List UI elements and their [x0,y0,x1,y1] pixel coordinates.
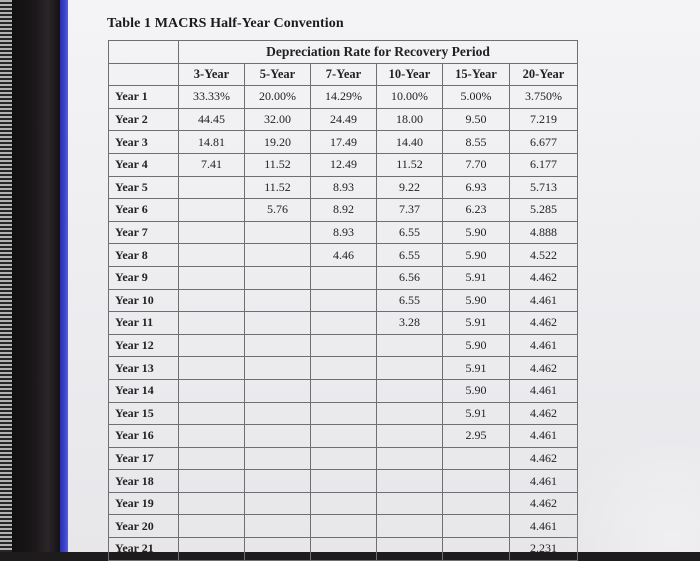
row-label: Year 8 [109,244,179,267]
rate-cell: 6.177 [510,153,578,176]
rate-cell [377,492,443,515]
rate-cell: 2.231 [510,538,578,561]
header-corner-cell [109,41,179,64]
row-label: Year 4 [109,153,179,176]
rate-cell: 4.462 [510,357,578,380]
table-row [109,289,578,312]
row-label: Year 2 [109,108,179,131]
rate-cell [245,244,311,267]
rate-cell: 20.00% [245,86,311,109]
rate-cell: 12.49 [311,153,377,176]
rate-cell: 5.91 [443,402,510,425]
rate-cell [377,402,443,425]
table-row [109,425,578,448]
rate-cell: 5.00% [443,86,510,109]
table-row [109,244,578,267]
rate-cell: 10.00% [377,86,443,109]
rate-cell [311,538,377,561]
rate-cell [245,379,311,402]
table-row [109,538,578,561]
rate-cell: 3.28 [377,312,443,335]
rate-cell [311,425,377,448]
rate-cell [179,176,245,199]
rate-cell: 5.91 [443,266,510,289]
rate-cell: 5.285 [510,199,578,222]
column-header-row [109,63,578,86]
rate-cell: 4.462 [510,266,578,289]
row-label: Year 15 [109,402,179,425]
super-header-row [109,41,578,64]
rate-cell [245,357,311,380]
table-row [109,86,578,109]
rate-cell: 7.70 [443,153,510,176]
rate-cell: 8.93 [311,176,377,199]
rate-cell: 14.40 [377,131,443,154]
rate-cell: 17.49 [311,131,377,154]
rate-cell: 7.41 [179,153,245,176]
row-label: Year 12 [109,334,179,357]
rate-cell: 9.22 [377,176,443,199]
rate-cell: 8.55 [443,131,510,154]
table-row [109,221,578,244]
rate-cell [443,470,510,493]
rate-cell [443,492,510,515]
rate-cell [245,334,311,357]
row-header-blank-cell [109,63,179,86]
rate-cell: 6.56 [377,266,443,289]
rate-cell: 5.90 [443,244,510,267]
rate-cell: 5.91 [443,312,510,335]
row-label: Year 5 [109,176,179,199]
table-row [109,379,578,402]
rate-cell: 18.00 [377,108,443,131]
column-header-7-year: 7-Year [311,63,377,86]
rate-cell [179,221,245,244]
table-row [109,153,578,176]
rate-cell [377,470,443,493]
rate-cell: 6.55 [377,289,443,312]
row-label: Year 11 [109,312,179,335]
table-row [109,357,578,380]
row-label: Year 13 [109,357,179,380]
rate-cell: 5.76 [245,199,311,222]
table-row [109,334,578,357]
table-row [109,492,578,515]
rate-cell: 4.461 [510,379,578,402]
rate-cell: 19.20 [245,131,311,154]
column-header-20-year: 20-Year [510,63,578,86]
table-row [109,131,578,154]
rate-cell [179,312,245,335]
rate-cell: 11.52 [245,176,311,199]
row-label: Year 21 [109,538,179,561]
rate-cell: 4.462 [510,312,578,335]
rate-cell [377,515,443,538]
rate-cell: 33.33% [179,86,245,109]
rate-cell: 4.888 [510,221,578,244]
rate-cell [245,492,311,515]
rate-cell [377,538,443,561]
rate-cell [179,515,245,538]
row-label: Year 18 [109,470,179,493]
rate-cell [311,447,377,470]
rate-cell: 5.90 [443,221,510,244]
document-title: Table 1 MACRS Half-Year Convention [107,16,344,31]
table-row [109,108,578,131]
row-label: Year 1 [109,86,179,109]
rate-cell: 6.55 [377,221,443,244]
rate-cell [179,266,245,289]
rate-cell [311,492,377,515]
rate-cell: 14.29% [311,86,377,109]
rate-cell: 4.461 [510,334,578,357]
rate-cell: 6.23 [443,199,510,222]
rate-cell: 4.461 [510,470,578,493]
rate-cell: 5.90 [443,334,510,357]
super-header: Depreciation Rate for Recovery Period [179,41,578,64]
rate-cell: 2.95 [443,425,510,448]
rate-cell [311,515,377,538]
rate-cell [245,515,311,538]
rate-cell [179,470,245,493]
rate-cell [311,266,377,289]
rate-cell [179,244,245,267]
rate-cell: 4.461 [510,515,578,538]
row-label: Year 3 [109,131,179,154]
row-label: Year 10 [109,289,179,312]
table-row [109,447,578,470]
rate-cell [311,289,377,312]
rate-cell [245,221,311,244]
rate-cell [245,312,311,335]
rate-cell [377,447,443,470]
rate-cell [377,334,443,357]
rate-cell [179,425,245,448]
column-header-10-year: 10-Year [377,63,443,86]
rate-cell [377,425,443,448]
rate-cell [311,379,377,402]
rate-cell: 5.713 [510,176,578,199]
rate-cell [311,312,377,335]
rate-cell: 6.93 [443,176,510,199]
rate-cell: 32.00 [245,108,311,131]
rate-cell [377,379,443,402]
rate-cell: 8.93 [311,221,377,244]
rate-cell: 6.55 [377,244,443,267]
rate-cell [179,289,245,312]
rate-cell: 8.92 [311,199,377,222]
table-body [109,86,578,560]
rate-cell [311,357,377,380]
table-row [109,199,578,222]
rate-cell [179,402,245,425]
row-label: Year 7 [109,221,179,244]
rate-cell: 5.90 [443,379,510,402]
rate-cell [179,357,245,380]
rate-cell [245,266,311,289]
rate-cell: 4.522 [510,244,578,267]
rate-cell: 44.45 [179,108,245,131]
rate-cell [443,538,510,561]
rate-cell: 6.677 [510,131,578,154]
rate-cell: 14.81 [179,131,245,154]
rate-cell [179,334,245,357]
rate-cell [443,447,510,470]
row-label: Year 19 [109,492,179,515]
row-label: Year 20 [109,515,179,538]
row-label: Year 6 [109,199,179,222]
column-header-3-year: 3-Year [179,63,245,86]
rate-cell [179,199,245,222]
rate-cell: 11.52 [377,153,443,176]
table-row [109,312,578,335]
column-header-5-year: 5-Year [245,63,311,86]
rate-cell: 3.750% [510,86,578,109]
rate-cell: 7.219 [510,108,578,131]
rate-cell: 4.462 [510,492,578,515]
macrs-table [108,40,578,561]
rate-cell [245,538,311,561]
column-header-15-year: 15-Year [443,63,510,86]
bezel-edge [0,0,12,552]
rate-cell [245,447,311,470]
rate-cell: 5.91 [443,357,510,380]
row-label: Year 16 [109,425,179,448]
row-label: Year 9 [109,266,179,289]
rate-cell [179,538,245,561]
rate-cell [311,402,377,425]
rate-cell: 4.462 [510,447,578,470]
rate-cell: 11.52 [245,153,311,176]
rate-cell [377,357,443,380]
row-label: Year 14 [109,379,179,402]
table-row [109,402,578,425]
rate-cell: 4.461 [510,289,578,312]
table-row [109,515,578,538]
table-row [109,176,578,199]
rate-cell: 5.90 [443,289,510,312]
rate-cell: 4.462 [510,402,578,425]
table-row [109,470,578,493]
table-row [109,266,578,289]
rate-cell: 4.461 [510,425,578,448]
rate-cell [443,515,510,538]
rate-cell: 4.46 [311,244,377,267]
rate-cell: 7.37 [377,199,443,222]
rate-cell [245,425,311,448]
row-label: Year 17 [109,447,179,470]
rate-cell [311,470,377,493]
rate-cell: 24.49 [311,108,377,131]
rate-cell [179,379,245,402]
rate-cell [245,470,311,493]
rate-cell [245,289,311,312]
rate-cell [311,334,377,357]
rate-cell [245,402,311,425]
screen-edge-strip [60,0,68,552]
rate-cell: 9.50 [443,108,510,131]
rate-cell [179,492,245,515]
rate-cell [179,447,245,470]
